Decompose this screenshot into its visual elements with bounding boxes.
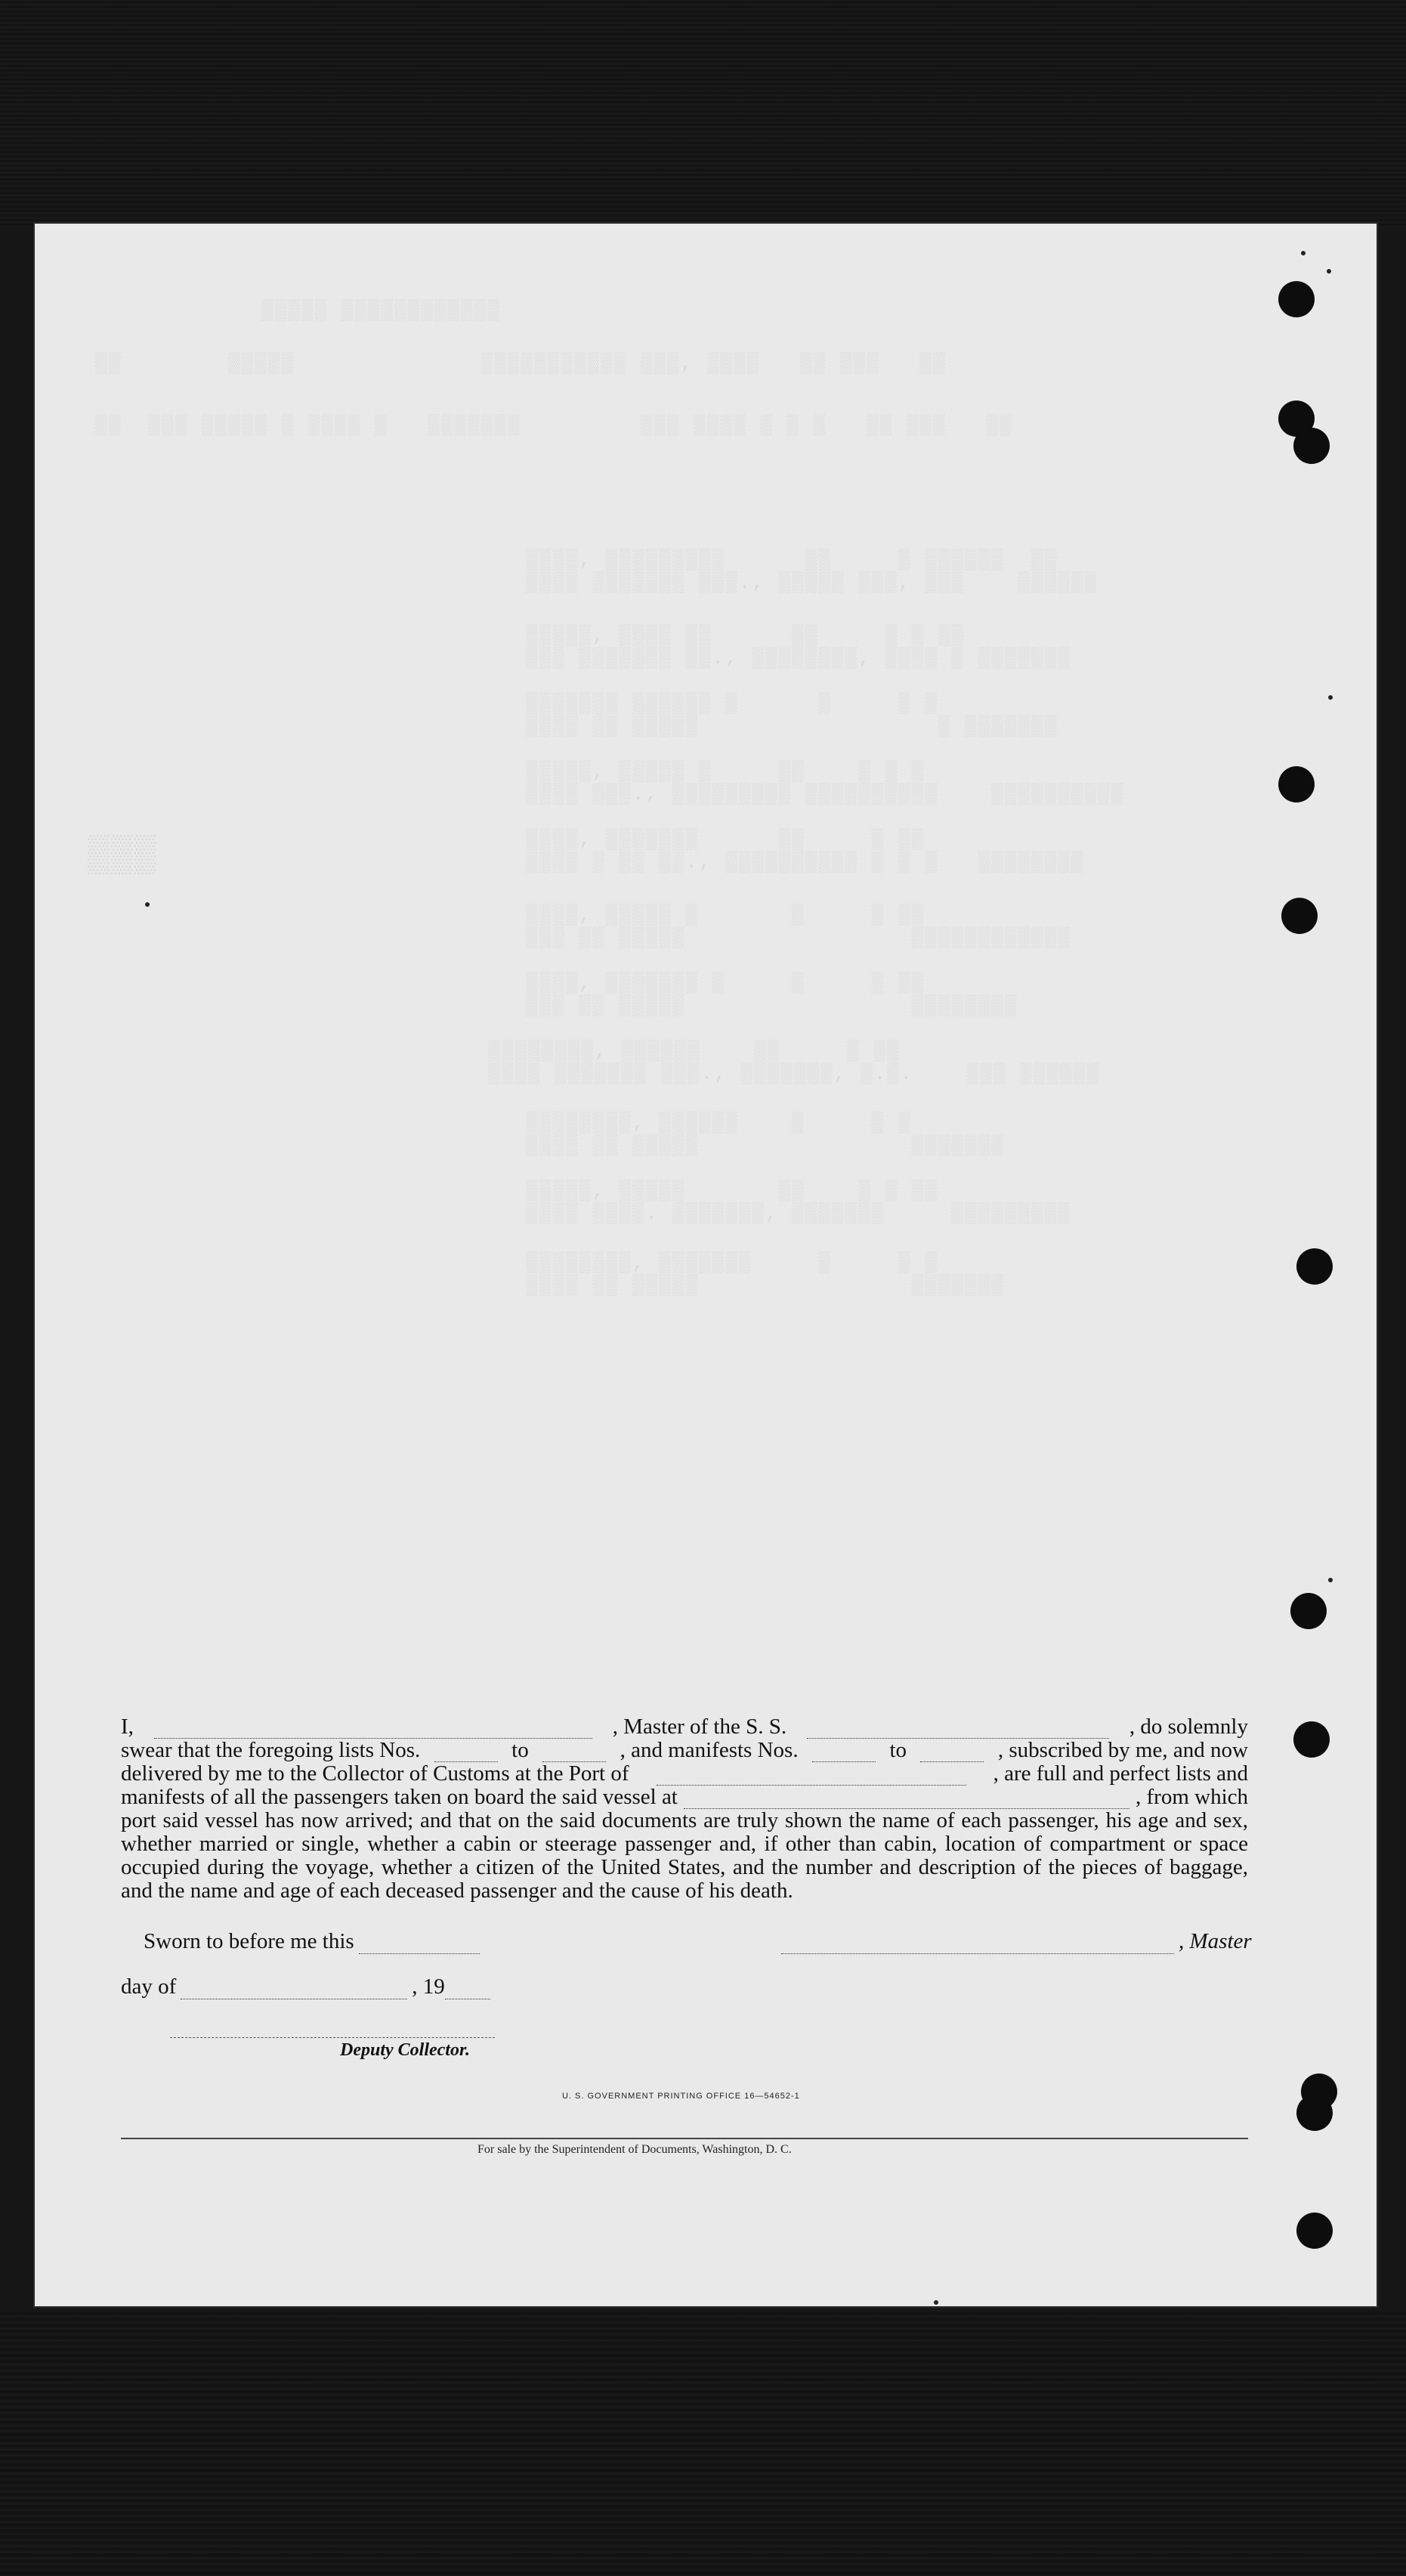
- day-month-field[interactable]: [181, 1982, 407, 1999]
- scanner-background-bottom: [0, 2312, 1406, 2576]
- lists-to-field[interactable]: [542, 1745, 606, 1762]
- bleed-through-line: ▒▒▒▒ ▒▒ ▒▒▒▒▒ ▒▒▒▒▒▒▒: [526, 1134, 1005, 1157]
- punch-hole: [1290, 1593, 1327, 1629]
- port-of-arrival-field[interactable]: [657, 1768, 966, 1786]
- bleed-through-line: ▒▒▒▒ ▒▒▒., ▒▒▒▒▒▒▒▒▒ ▒▒▒▒▒▒▒▒▒▒ ▒▒▒▒▒▒▒▒▒▒: [526, 783, 1125, 806]
- bleed-through-line: ▒▒▒▒ ▒▒▒▒▒▒▒ ▒▒▒., ▒▒▒▒▒▒▒, ▒.▒. ▒▒▒ ▒▒▒▒▒▒: [488, 1062, 1100, 1085]
- oath-text: , are full and perfect lists and: [993, 1761, 1248, 1786]
- punch-hole: [1278, 766, 1315, 802]
- year-field[interactable]: [445, 1982, 490, 1999]
- ship-name-field[interactable]: [807, 1721, 1109, 1739]
- port-of-departure-field[interactable]: [684, 1792, 1129, 1809]
- bleed-through-line: ▒▒▒▒ ▒▒▒▒. ▒▒▒▒▒▒▒, ▒▒▒▒▒▒▒ ▒▒▒▒▒▒▒▒▒: [526, 1202, 1071, 1225]
- ink-speck: [1328, 1578, 1333, 1582]
- bleed-through-line: ▒▒▒▒▒▒▒▒, ▒▒▒▒▒▒▒ ▒ ▒ ▒: [526, 1251, 938, 1274]
- oath-text: , Master of the S. S.: [612, 1715, 787, 1739]
- oath-line-1: [121, 1715, 1248, 1739]
- footer-rule: [121, 2138, 1248, 2139]
- year-label: , 19: [412, 1975, 445, 1999]
- bleed-through-line: ▒▒▒▒, ▒▒▒▒▒▒▒ ▒ ▒ ▒ ▒▒: [526, 972, 925, 994]
- oath-text: I,: [121, 1715, 134, 1739]
- oath-line-2: [121, 1739, 1248, 1762]
- oath-line-4: [121, 1786, 1248, 1809]
- sworn-date-field[interactable]: [359, 1937, 480, 1954]
- lists-from-field[interactable]: [434, 1745, 498, 1762]
- oath-text: manifests of all the passengers taken on board the said vessel at: [121, 1785, 678, 1809]
- punch-hole: [1296, 1248, 1333, 1285]
- manifests-to-field[interactable]: [920, 1745, 984, 1762]
- oath-text: , and manifests Nos.: [620, 1738, 799, 1762]
- oath-text: , from which: [1136, 1785, 1248, 1809]
- ink-speck: [1301, 251, 1306, 255]
- deputy-signature-line[interactable]: [170, 2037, 495, 2038]
- bleed-through-mark: ▒▒▒: [88, 836, 158, 877]
- bleed-through-line: ▒▒▒▒ ▒▒▒▒▒▒▒ ▒▒▒., ▒▒▒▒▒ ▒▒▒, ▒▒▒ ▒▒▒▒▒▒: [526, 571, 1098, 594]
- sworn-label: Sworn to before me this: [144, 1929, 354, 1953]
- bleed-through-line: ▒▒▒ ▒▒ ▒▒▒▒▒ ▒▒▒▒▒▒▒▒: [526, 994, 1018, 1017]
- master-signature-row: [777, 1929, 1252, 1954]
- sworn-row: [144, 1929, 484, 1954]
- bleed-through-line: ▒▒▒ ▒▒▒▒▒▒▒ ▒▒., ▒▒▒▒▒▒▒▒, ▒▒▒▒ ▒ ▒▒▒▒▒▒▒: [526, 647, 1071, 670]
- oath-text: delivered by me to the Collector of Customs at the Port of: [121, 1761, 629, 1786]
- bleed-through-line: ▒▒ ▒▒▒▒▒ ▒▒▒▒▒▒▒▒▒▒▒ ▒▒▒, ▒▒▒▒ ▒▒ ▒▒▒ ▒▒: [95, 352, 947, 375]
- punch-hole: [1278, 281, 1315, 317]
- ink-speck: [145, 902, 150, 907]
- bleed-through-line: ▒▒▒▒▒, ▒▒▒▒▒ ▒ ▒▒ ▒ ▒ ▒: [526, 760, 925, 783]
- oath-text: , do solemnly: [1129, 1715, 1248, 1739]
- bleed-through-line: ▒▒▒▒, ▒▒▒▒▒▒▒ ▒▒ ▒ ▒▒: [526, 828, 925, 851]
- day-of-row: [121, 1975, 495, 1999]
- for-sale-note: For sale by the Superintendent of Documents, Washington, D. C.: [477, 2143, 792, 2156]
- day-of-label: day of: [121, 1975, 177, 1999]
- bleed-through-line: ▒▒▒ ▒▒ ▒▒▒▒▒ ▒▒▒▒▒▒▒▒▒▒▒▒: [526, 926, 1071, 949]
- bleed-through-line: ▒▒▒▒, ▒▒▒▒▒▒▒▒▒ ▒▒ ▒ ▒▒▒▒▒▒ ▒▒: [526, 549, 1058, 571]
- bleed-through-line: ▒▒▒▒▒, ▒▒▒▒ ▒▒ ▒▒ ▒ ▒ ▒▒: [526, 624, 965, 647]
- master-signature-field[interactable]: [781, 1937, 1174, 1954]
- oath-text: , subscribed by me, and now: [997, 1738, 1248, 1762]
- deputy-collector-label: Deputy Collector.: [340, 2040, 470, 2060]
- scanner-background-top: [0, 0, 1406, 227]
- manifests-from-field[interactable]: [812, 1745, 876, 1762]
- master-label: , Master: [1179, 1929, 1252, 1953]
- bleed-through-line: ▒▒▒▒ ▒ ▒▒ ▒▒., ▒▒▒▒▒▒▒▒▒▒ ▒ ▒ ▒ ▒▒▒▒▒▒▒▒: [526, 851, 1085, 874]
- punch-hole: [1281, 898, 1318, 934]
- bleed-through-line: ▒▒▒▒▒ ▒▒▒▒▒▒▒▒▒▒▒▒: [261, 299, 501, 322]
- oath-text: swear that the foregoing lists Nos.: [121, 1738, 421, 1762]
- ink-speck: [1327, 269, 1331, 274]
- bleed-through-line: ▒▒▒▒, ▒▒▒▒▒ ▒ ▒ ▒ ▒▒: [526, 904, 925, 926]
- bleed-through-line: ▒▒▒▒ ▒▒ ▒▒▒▒▒ ▒ ▒▒▒▒▒▒▒: [526, 715, 1058, 738]
- oath-line-3: [121, 1762, 1248, 1786]
- bleed-through-line: ▒▒▒▒▒▒▒ ▒▒▒▒▒▒ ▒ ▒ ▒ ▒: [526, 692, 938, 715]
- printer-imprint: U. S. GOVERNMENT PRINTING OFFICE 16—54652-1: [562, 2092, 800, 2101]
- bleed-through-line: ▒▒▒▒▒▒▒▒, ▒▒▒▒▒▒ ▒ ▒ ▒: [526, 1112, 912, 1134]
- punch-hole: [1296, 2213, 1333, 2249]
- master-name-field[interactable]: [154, 1721, 592, 1739]
- punch-hole: [1296, 2095, 1333, 2131]
- bleed-through-line: ▒▒▒▒ ▒▒ ▒▒▒▒▒ ▒▒▒▒▒▒▒: [526, 1274, 1005, 1297]
- punch-hole: [1293, 1721, 1330, 1758]
- oath-body: port said vessel has now arrived; and that on the said documents are truly shown the name of each passenger, his age and sex, whether married or single, whether a cabin or steerage passenger and, if other than cabin, location of compartment or space occupied during the voyage, whether a citizen of the United States, and the number and description of the pieces of baggage, and the name and age of each deceased passenger and the cause of his death.: [121, 1808, 1248, 1903]
- bleed-through-line: ▒▒ ▒▒▒ ▒▒▒▒▒ ▒ ▒▒▒▒ ▒ ▒▒▒▒▒▒▒ ▒▒▒ ▒▒▒▒ ▒ ▒ ▒ ▒▒ ▒▒▒ ▒▒: [95, 414, 1013, 437]
- ink-speck: [1328, 695, 1333, 700]
- bleed-through-line: ▒▒▒▒▒▒▒▒, ▒▒▒▒▒▒ ▒▒ ▒ ▒▒: [488, 1040, 901, 1062]
- oath-text: to: [889, 1738, 907, 1762]
- ink-speck: [934, 2300, 938, 2305]
- oath-text: to: [511, 1738, 529, 1762]
- master-oath: [121, 1715, 1248, 1903]
- punch-hole: [1293, 428, 1330, 464]
- bleed-through-line: ▒▒▒▒▒, ▒▒▒▒▒ ▒▒ ▒ ▒ ▒▒: [526, 1180, 938, 1202]
